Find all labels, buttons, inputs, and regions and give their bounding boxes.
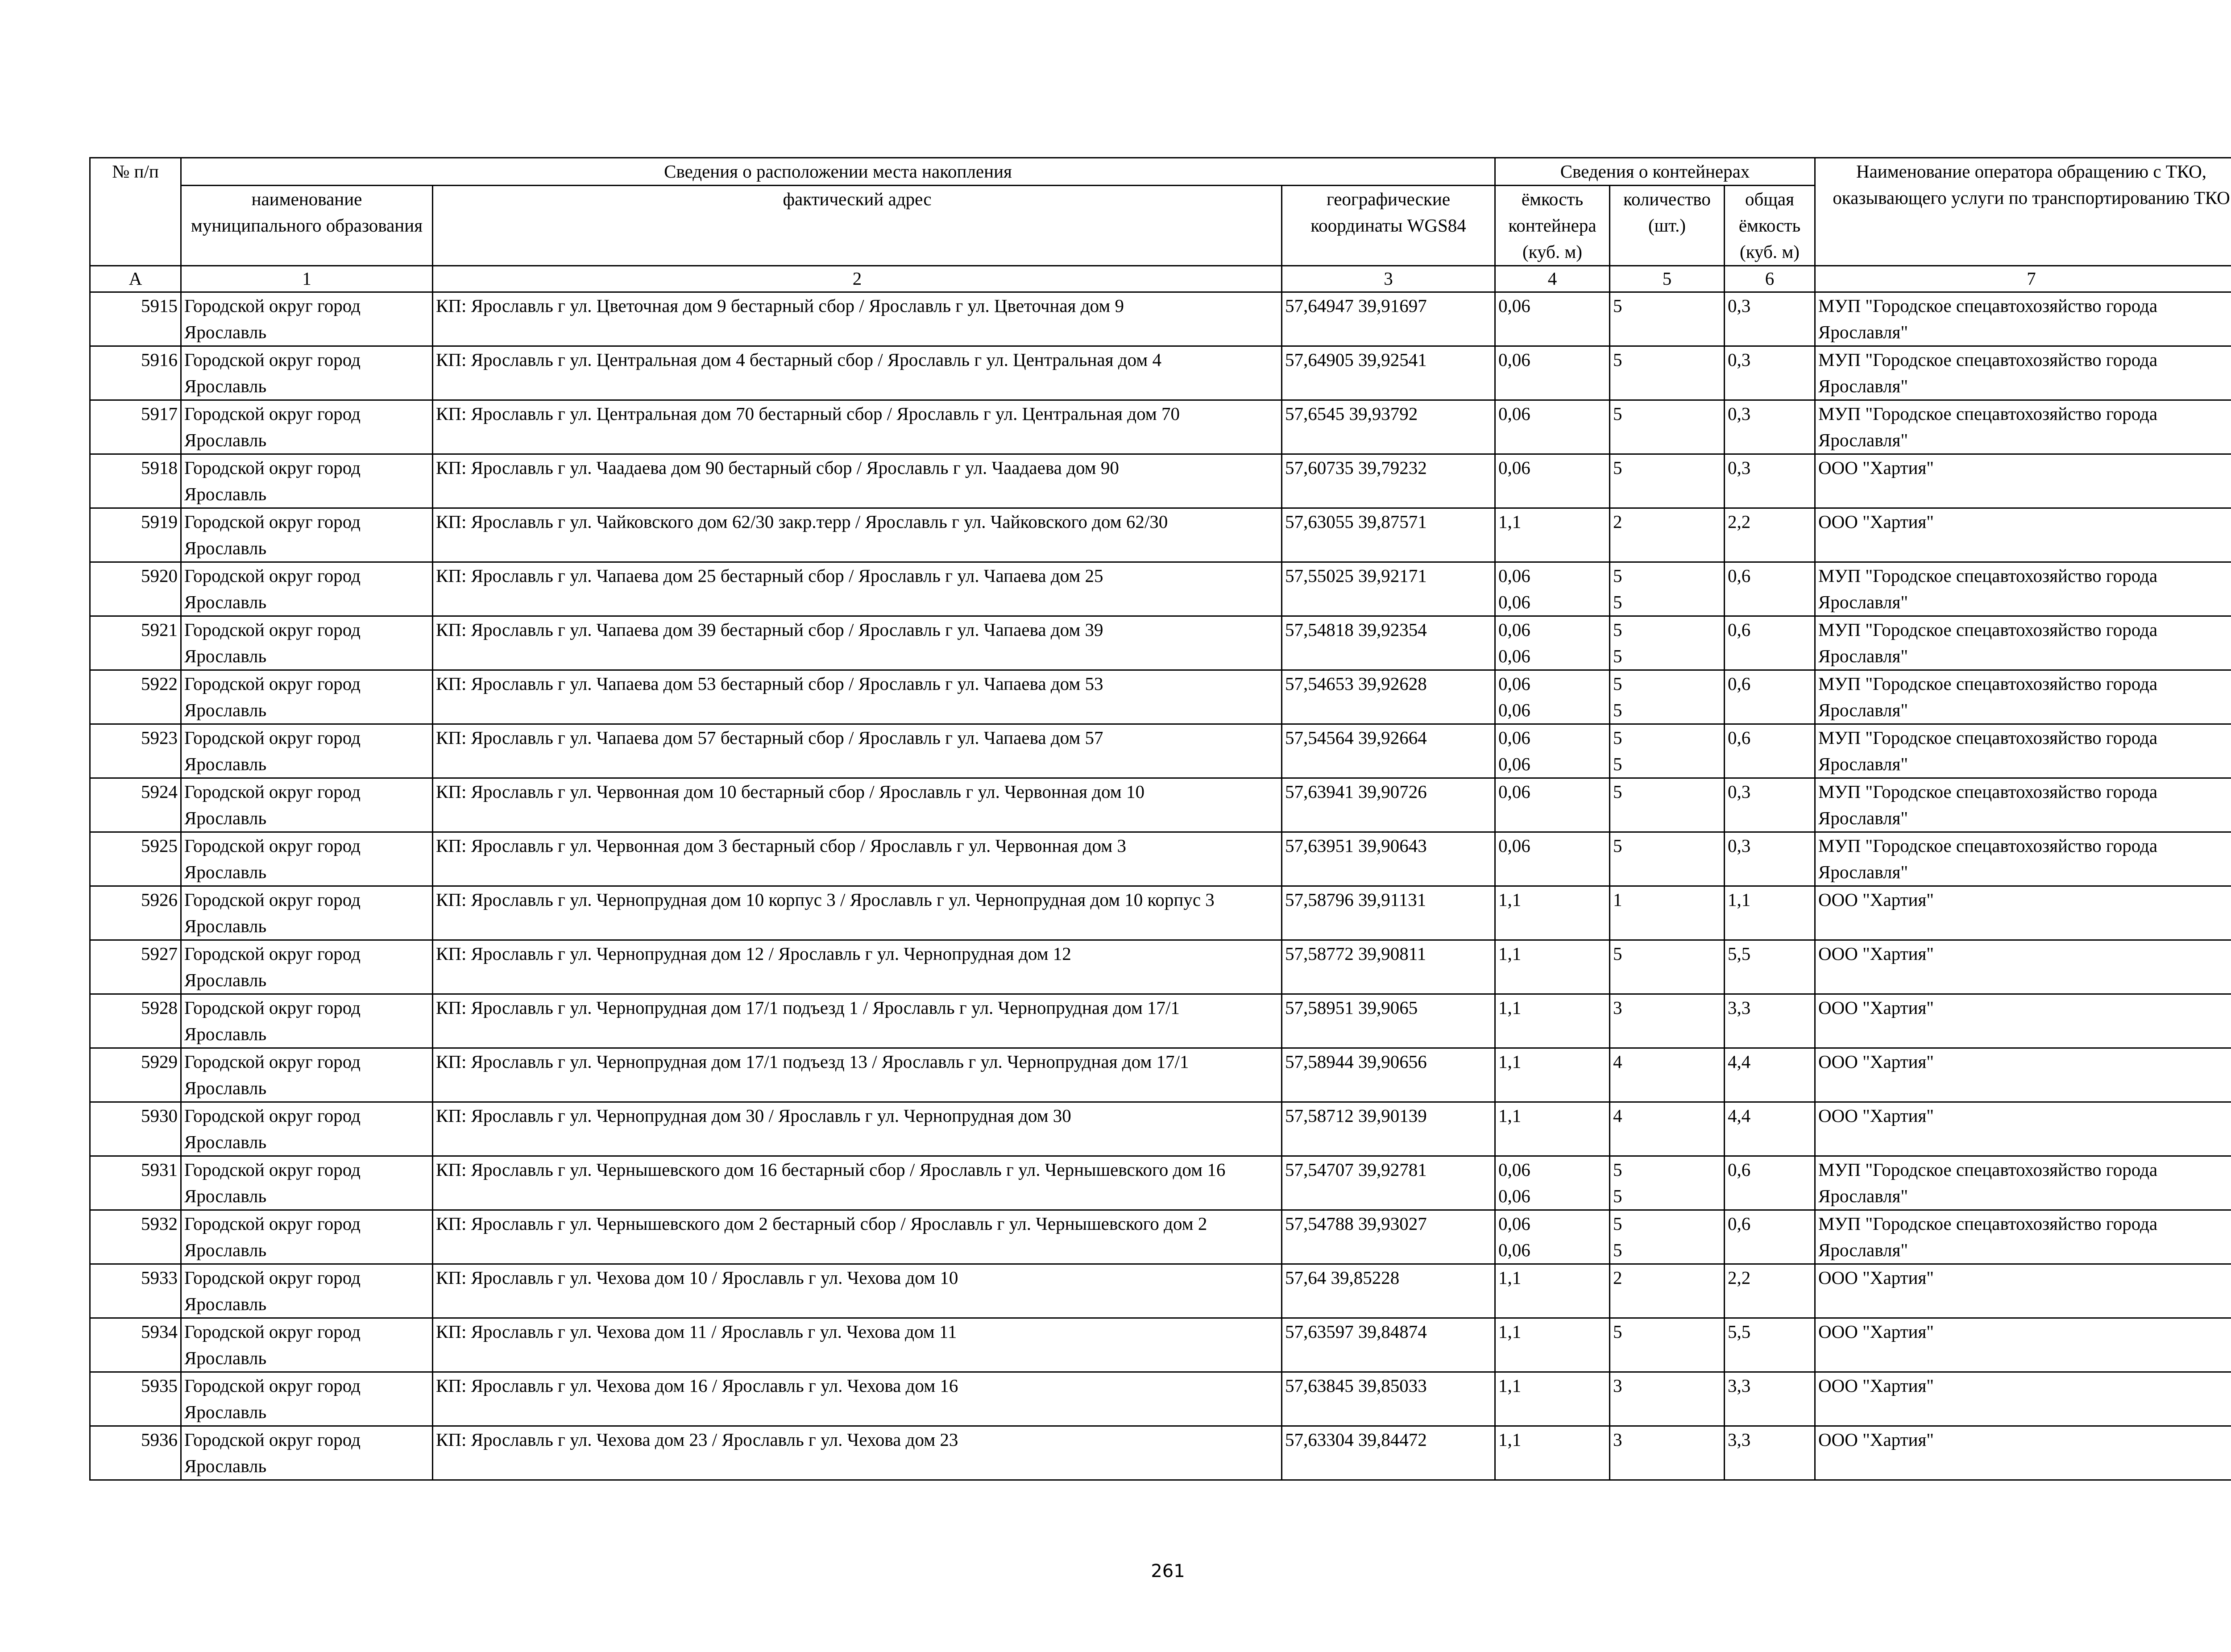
coords-cell: 57,64905 39,92541 <box>1282 346 1495 400</box>
capacity-cell: 1,1 <box>1495 1426 1610 1480</box>
capacity-cell: 1,1 <box>1495 1048 1610 1102</box>
municipality-cell: Городской округ город Ярославль <box>181 1264 433 1318</box>
address-cell: КП: Ярославль г ул. Чапаева дом 25 бестарный сбор / Ярославль г ул. Чапаева дом 25 <box>433 562 1282 616</box>
row-number: 5918 <box>90 454 181 508</box>
quantity-cell: 5 <box>1610 778 1725 832</box>
row-number: 5925 <box>90 832 181 886</box>
operator-cell: ООО "Хартия" <box>1815 886 2231 940</box>
header-group-location: Сведения о расположении места накопления <box>181 158 1495 186</box>
capacity-cell: 1,1 <box>1495 508 1610 562</box>
column-index: 5 <box>1610 266 1725 292</box>
municipality-cell: Городской округ город Ярославль <box>181 1156 433 1210</box>
coords-cell: 57,54653 39,92628 <box>1282 670 1495 724</box>
row-number: 5924 <box>90 778 181 832</box>
address-cell: КП: Ярославль г ул. Чехова дом 10 / Ярославль г ул. Чехова дом 10 <box>433 1264 1282 1318</box>
column-index: 1 <box>181 266 433 292</box>
waste-sites-table <box>89 157 2231 1481</box>
column-index: 7 <box>1815 266 2231 292</box>
total-cell: 0,3 <box>1725 778 1815 832</box>
total-cell: 0,3 <box>1725 346 1815 400</box>
quantity-cell: 5 5 <box>1610 562 1725 616</box>
table-row <box>90 778 2231 832</box>
quantity-cell: 5 <box>1610 400 1725 454</box>
row-number: 5936 <box>90 1426 181 1480</box>
total-cell: 4,4 <box>1725 1048 1815 1102</box>
row-number: 5928 <box>90 994 181 1048</box>
address-cell: КП: Ярославль г ул. Чапаева дом 53 бестарный сбор / Ярославль г ул. Чапаева дом 53 <box>433 670 1282 724</box>
header-capacity: ёмкость контейнера (куб. м) <box>1495 186 1610 266</box>
coords-cell: 57,63597 39,84874 <box>1282 1318 1495 1372</box>
coords-cell: 57,60735 39,79232 <box>1282 454 1495 508</box>
quantity-cell: 2 <box>1610 1264 1725 1318</box>
quantity-cell: 3 <box>1610 994 1725 1048</box>
header-operator: Наименование оператора обращению с ТКО, оказывающего услуги по транспортированию ТКО <box>1815 158 2231 266</box>
capacity-cell: 0,06 0,06 <box>1495 1156 1610 1210</box>
total-cell: 0,6 <box>1725 724 1815 778</box>
total-cell: 5,5 <box>1725 940 1815 994</box>
table-row <box>90 616 2231 670</box>
total-cell: 3,3 <box>1725 994 1815 1048</box>
column-index: 3 <box>1282 266 1495 292</box>
operator-cell: МУП "Городское спецавтохозяйство города Ярославля" <box>1815 292 2231 346</box>
address-cell: КП: Ярославль г ул. Центральная дом 4 бестарный сбор / Ярославль г ул. Центральная дом 4 <box>433 346 1282 400</box>
table-row <box>90 724 2231 778</box>
page-number: 261 <box>1151 1561 1185 1581</box>
quantity-cell: 5 5 <box>1610 1156 1725 1210</box>
table-row <box>90 670 2231 724</box>
coords-cell: 57,63055 39,87571 <box>1282 508 1495 562</box>
operator-cell: ООО "Хартия" <box>1815 1264 2231 1318</box>
table-row <box>90 1210 2231 1264</box>
header-group-containers: Сведения о контейнерах <box>1495 158 1815 186</box>
operator-cell: ООО "Хартия" <box>1815 1102 2231 1156</box>
quantity-cell: 1 <box>1610 886 1725 940</box>
coords-cell: 57,63951 39,90643 <box>1282 832 1495 886</box>
header-address: фактический адрес <box>433 186 1282 266</box>
total-cell: 3,3 <box>1725 1426 1815 1480</box>
quantity-cell: 5 <box>1610 832 1725 886</box>
table-row <box>90 508 2231 562</box>
table-row <box>90 886 2231 940</box>
capacity-cell: 1,1 <box>1495 886 1610 940</box>
row-number: 5934 <box>90 1318 181 1372</box>
operator-cell: МУП "Городское спецавтохозяйство города Ярославля" <box>1815 670 2231 724</box>
municipality-cell: Городской округ город Ярославль <box>181 940 433 994</box>
operator-cell: МУП "Городское спецавтохозяйство города Ярославля" <box>1815 1156 2231 1210</box>
coords-cell: 57,63304 39,84472 <box>1282 1426 1495 1480</box>
operator-cell: МУП "Городское спецавтохозяйство города Ярославля" <box>1815 724 2231 778</box>
total-cell: 3,3 <box>1725 1372 1815 1426</box>
row-number: 5935 <box>90 1372 181 1426</box>
quantity-cell: 5 <box>1610 346 1725 400</box>
row-number: 5922 <box>90 670 181 724</box>
quantity-cell: 2 <box>1610 508 1725 562</box>
municipality-cell: Городской округ город Ярославль <box>181 1372 433 1426</box>
operator-cell: ООО "Хартия" <box>1815 1372 2231 1426</box>
quantity-cell: 3 <box>1610 1426 1725 1480</box>
municipality-cell: Городской округ город Ярославль <box>181 454 433 508</box>
coords-cell: 57,58951 39,9065 <box>1282 994 1495 1048</box>
address-cell: КП: Ярославль г ул. Чапаева дом 57 бестарный сбор / Ярославль г ул. Чапаева дом 57 <box>433 724 1282 778</box>
row-number: 5921 <box>90 616 181 670</box>
capacity-cell: 0,06 <box>1495 292 1610 346</box>
header-quantity: количество (шт.) <box>1610 186 1725 266</box>
coords-cell: 57,58772 39,90811 <box>1282 940 1495 994</box>
address-cell: КП: Ярославль г ул. Чехова дом 16 / Ярославль г ул. Чехова дом 16 <box>433 1372 1282 1426</box>
table-row <box>90 1372 2231 1426</box>
municipality-cell: Городской округ город Ярославль <box>181 1102 433 1156</box>
table-row <box>90 832 2231 886</box>
municipality-cell: Городской округ город Ярославль <box>181 1318 433 1372</box>
capacity-cell: 0,06 0,06 <box>1495 670 1610 724</box>
header-total: общая ёмкость (куб. м) <box>1725 186 1815 266</box>
total-cell: 0,6 <box>1725 1210 1815 1264</box>
table-row <box>90 1048 2231 1102</box>
total-cell: 4,4 <box>1725 1102 1815 1156</box>
municipality-cell: Городской округ город Ярославль <box>181 400 433 454</box>
address-cell: КП: Ярославль г ул. Чайковского дом 62/30 закр.терр / Ярославль г ул. Чайковского дом 62/30 <box>433 508 1282 562</box>
capacity-cell: 1,1 <box>1495 940 1610 994</box>
capacity-cell: 0,06 <box>1495 346 1610 400</box>
quantity-cell: 5 <box>1610 940 1725 994</box>
table-row <box>90 346 2231 400</box>
municipality-cell: Городской округ город Ярославль <box>181 670 433 724</box>
quantity-cell: 5 <box>1610 292 1725 346</box>
coords-cell: 57,54707 39,92781 <box>1282 1156 1495 1210</box>
coords-cell: 57,58712 39,90139 <box>1282 1102 1495 1156</box>
municipality-cell: Городской округ город Ярославль <box>181 994 433 1048</box>
row-number: 5919 <box>90 508 181 562</box>
address-cell: КП: Ярославль г ул. Цветочная дом 9 бестарный сбор / Ярославль г ул. Цветочная дом 9 <box>433 292 1282 346</box>
coords-cell: 57,54818 39,92354 <box>1282 616 1495 670</box>
address-cell: КП: Ярославль г ул. Чернопрудная дом 17/1 подъезд 1 / Ярославль г ул. Чернопрудная дом 17/1 <box>433 994 1282 1048</box>
capacity-cell: 1,1 <box>1495 1318 1610 1372</box>
coords-cell: 57,58796 39,91131 <box>1282 886 1495 940</box>
municipality-cell: Городской округ город Ярославль <box>181 832 433 886</box>
capacity-cell: 0,06 <box>1495 832 1610 886</box>
operator-cell: МУП "Городское спецавтохозяйство города Ярославля" <box>1815 562 2231 616</box>
municipality-cell: Городской округ город Ярославль <box>181 616 433 670</box>
total-cell: 0,6 <box>1725 670 1815 724</box>
row-number: 5929 <box>90 1048 181 1102</box>
table-row <box>90 1264 2231 1318</box>
capacity-cell: 0,06 0,06 <box>1495 1210 1610 1264</box>
municipality-cell: Городской округ город Ярославль <box>181 562 433 616</box>
coords-cell: 57,6545 39,93792 <box>1282 400 1495 454</box>
table-row <box>90 940 2231 994</box>
municipality-cell: Городской округ город Ярославль <box>181 1048 433 1102</box>
capacity-cell: 0,06 <box>1495 778 1610 832</box>
address-cell: КП: Ярославль г ул. Червонная дом 3 бестарный сбор / Ярославль г ул. Червонная дом 3 <box>433 832 1282 886</box>
operator-cell: МУП "Городское спецавтохозяйство города Ярославля" <box>1815 778 2231 832</box>
address-cell: КП: Ярославль г ул. Чапаева дом 39 бестарный сбор / Ярославль г ул. Чапаева дом 39 <box>433 616 1282 670</box>
municipality-cell: Городской округ город Ярославль <box>181 724 433 778</box>
total-cell: 1,1 <box>1725 886 1815 940</box>
table-row <box>90 454 2231 508</box>
municipality-cell: Городской округ город Ярославль <box>181 886 433 940</box>
address-cell: КП: Ярославль г ул. Чернопрудная дом 30 / Ярославль г ул. Чернопрудная дом 30 <box>433 1102 1282 1156</box>
table-row <box>90 994 2231 1048</box>
capacity-cell: 0,06 0,06 <box>1495 724 1610 778</box>
capacity-cell: 0,06 0,06 <box>1495 562 1610 616</box>
total-cell: 0,3 <box>1725 454 1815 508</box>
coords-cell: 57,55025 39,92171 <box>1282 562 1495 616</box>
municipality-cell: Городской округ город Ярославль <box>181 1426 433 1480</box>
total-cell: 5,5 <box>1725 1318 1815 1372</box>
capacity-cell: 0,06 <box>1495 400 1610 454</box>
operator-cell: МУП "Городское спецавтохозяйство города Ярославля" <box>1815 832 2231 886</box>
capacity-cell: 1,1 <box>1495 1264 1610 1318</box>
header-municipality: наименование муниципального образования <box>181 186 433 266</box>
address-cell: КП: Ярославль г ул. Чернышевского дом 2 бестарный сбор / Ярославль г ул. Чернышевского дом 2 <box>433 1210 1282 1264</box>
coords-cell: 57,54788 39,93027 <box>1282 1210 1495 1264</box>
table-row <box>90 292 2231 346</box>
total-cell: 0,6 <box>1725 562 1815 616</box>
total-cell: 0,6 <box>1725 616 1815 670</box>
quantity-cell: 5 5 <box>1610 724 1725 778</box>
quantity-cell: 5 <box>1610 1318 1725 1372</box>
total-cell: 0,3 <box>1725 400 1815 454</box>
quantity-cell: 3 <box>1610 1372 1725 1426</box>
address-cell: КП: Ярославль г ул. Чаадаева дом 90 бестарный сбор / Ярославль г ул. Чаадаева дом 90 <box>433 454 1282 508</box>
column-index-row <box>90 266 2231 292</box>
operator-cell: ООО "Хартия" <box>1815 940 2231 994</box>
table-row <box>90 1102 2231 1156</box>
address-cell: КП: Ярославль г ул. Червонная дом 10 бестарный сбор / Ярославль г ул. Червонная дом 10 <box>433 778 1282 832</box>
operator-cell: ООО "Хартия" <box>1815 1048 2231 1102</box>
quantity-cell: 5 5 <box>1610 616 1725 670</box>
capacity-cell: 1,1 <box>1495 994 1610 1048</box>
header-col-num: № п/п <box>90 158 181 266</box>
total-cell: 0,3 <box>1725 832 1815 886</box>
operator-cell: ООО "Хартия" <box>1815 508 2231 562</box>
row-number: 5923 <box>90 724 181 778</box>
row-number: 5926 <box>90 886 181 940</box>
table-row <box>90 1318 2231 1372</box>
coords-cell: 57,63941 39,90726 <box>1282 778 1495 832</box>
municipality-cell: Городской округ город Ярославль <box>181 1210 433 1264</box>
operator-cell: ООО "Хартия" <box>1815 1318 2231 1372</box>
address-cell: КП: Ярославль г ул. Центральная дом 70 бестарный сбор / Ярославль г ул. Центральная дом 70 <box>433 400 1282 454</box>
row-number: 5916 <box>90 346 181 400</box>
row-number: 5920 <box>90 562 181 616</box>
operator-cell: ООО "Хартия" <box>1815 994 2231 1048</box>
coords-cell: 57,64 39,85228 <box>1282 1264 1495 1318</box>
capacity-cell: 0,06 0,06 <box>1495 616 1610 670</box>
header-coords: географические координаты WGS84 <box>1282 186 1495 266</box>
address-cell: КП: Ярославль г ул. Чернопрудная дом 10 корпус 3 / Ярославль г ул. Чернопрудная дом 10 корпус 3 <box>433 886 1282 940</box>
row-number: 5932 <box>90 1210 181 1264</box>
address-cell: КП: Ярославль г ул. Чехова дом 11 / Ярославль г ул. Чехова дом 11 <box>433 1318 1282 1372</box>
address-cell: КП: Ярославль г ул. Чехова дом 23 / Ярославль г ул. Чехова дом 23 <box>433 1426 1282 1480</box>
table-row <box>90 562 2231 616</box>
table-row <box>90 1426 2231 1480</box>
coords-cell: 57,54564 39,92664 <box>1282 724 1495 778</box>
total-cell: 2,2 <box>1725 1264 1815 1318</box>
total-cell: 0,3 <box>1725 292 1815 346</box>
quantity-cell: 4 <box>1610 1102 1725 1156</box>
column-index: 4 <box>1495 266 1610 292</box>
column-index: 6 <box>1725 266 1815 292</box>
operator-cell: МУП "Городское спецавтохозяйство города Ярославля" <box>1815 346 2231 400</box>
capacity-cell: 1,1 <box>1495 1102 1610 1156</box>
table-row <box>90 400 2231 454</box>
address-cell: КП: Ярославль г ул. Чернопрудная дом 12 / Ярославль г ул. Чернопрудная дом 12 <box>433 940 1282 994</box>
operator-cell: МУП "Городское спецавтохозяйство города Ярославля" <box>1815 400 2231 454</box>
column-index: А <box>90 266 181 292</box>
municipality-cell: Городской округ город Ярославль <box>181 508 433 562</box>
row-number: 5917 <box>90 400 181 454</box>
header-row-1 <box>90 158 2231 186</box>
table-row <box>90 1156 2231 1210</box>
municipality-cell: Городской округ город Ярославль <box>181 292 433 346</box>
coords-cell: 57,64947 39,91697 <box>1282 292 1495 346</box>
table-body <box>90 292 2231 1480</box>
total-cell: 2,2 <box>1725 508 1815 562</box>
operator-cell: ООО "Хартия" <box>1815 454 2231 508</box>
row-number: 5930 <box>90 1102 181 1156</box>
municipality-cell: Городской округ город Ярославль <box>181 778 433 832</box>
capacity-cell: 1,1 <box>1495 1372 1610 1426</box>
row-number: 5931 <box>90 1156 181 1210</box>
municipality-cell: Городской округ город Ярославль <box>181 346 433 400</box>
quantity-cell: 5 5 <box>1610 670 1725 724</box>
row-number: 5915 <box>90 292 181 346</box>
coords-cell: 57,58944 39,90656 <box>1282 1048 1495 1102</box>
operator-cell: МУП "Городское спецавтохозяйство города Ярославля" <box>1815 1210 2231 1264</box>
address-cell: КП: Ярославль г ул. Чернопрудная дом 17/1 подъезд 13 / Ярославль г ул. Чернопрудная дом 17/1 <box>433 1048 1282 1102</box>
row-number: 5927 <box>90 940 181 994</box>
operator-cell: МУП "Городское спецавтохозяйство города Ярославля" <box>1815 616 2231 670</box>
quantity-cell: 5 5 <box>1610 1210 1725 1264</box>
total-cell: 0,6 <box>1725 1156 1815 1210</box>
operator-cell: ООО "Хартия" <box>1815 1426 2231 1480</box>
quantity-cell: 4 <box>1610 1048 1725 1102</box>
quantity-cell: 5 <box>1610 454 1725 508</box>
capacity-cell: 0,06 <box>1495 454 1610 508</box>
address-cell: КП: Ярославль г ул. Чернышевского дом 16 бестарный сбор / Ярославль г ул. Чернышевского дом 16 <box>433 1156 1282 1210</box>
column-index: 2 <box>433 266 1282 292</box>
row-number: 5933 <box>90 1264 181 1318</box>
coords-cell: 57,63845 39,85033 <box>1282 1372 1495 1426</box>
